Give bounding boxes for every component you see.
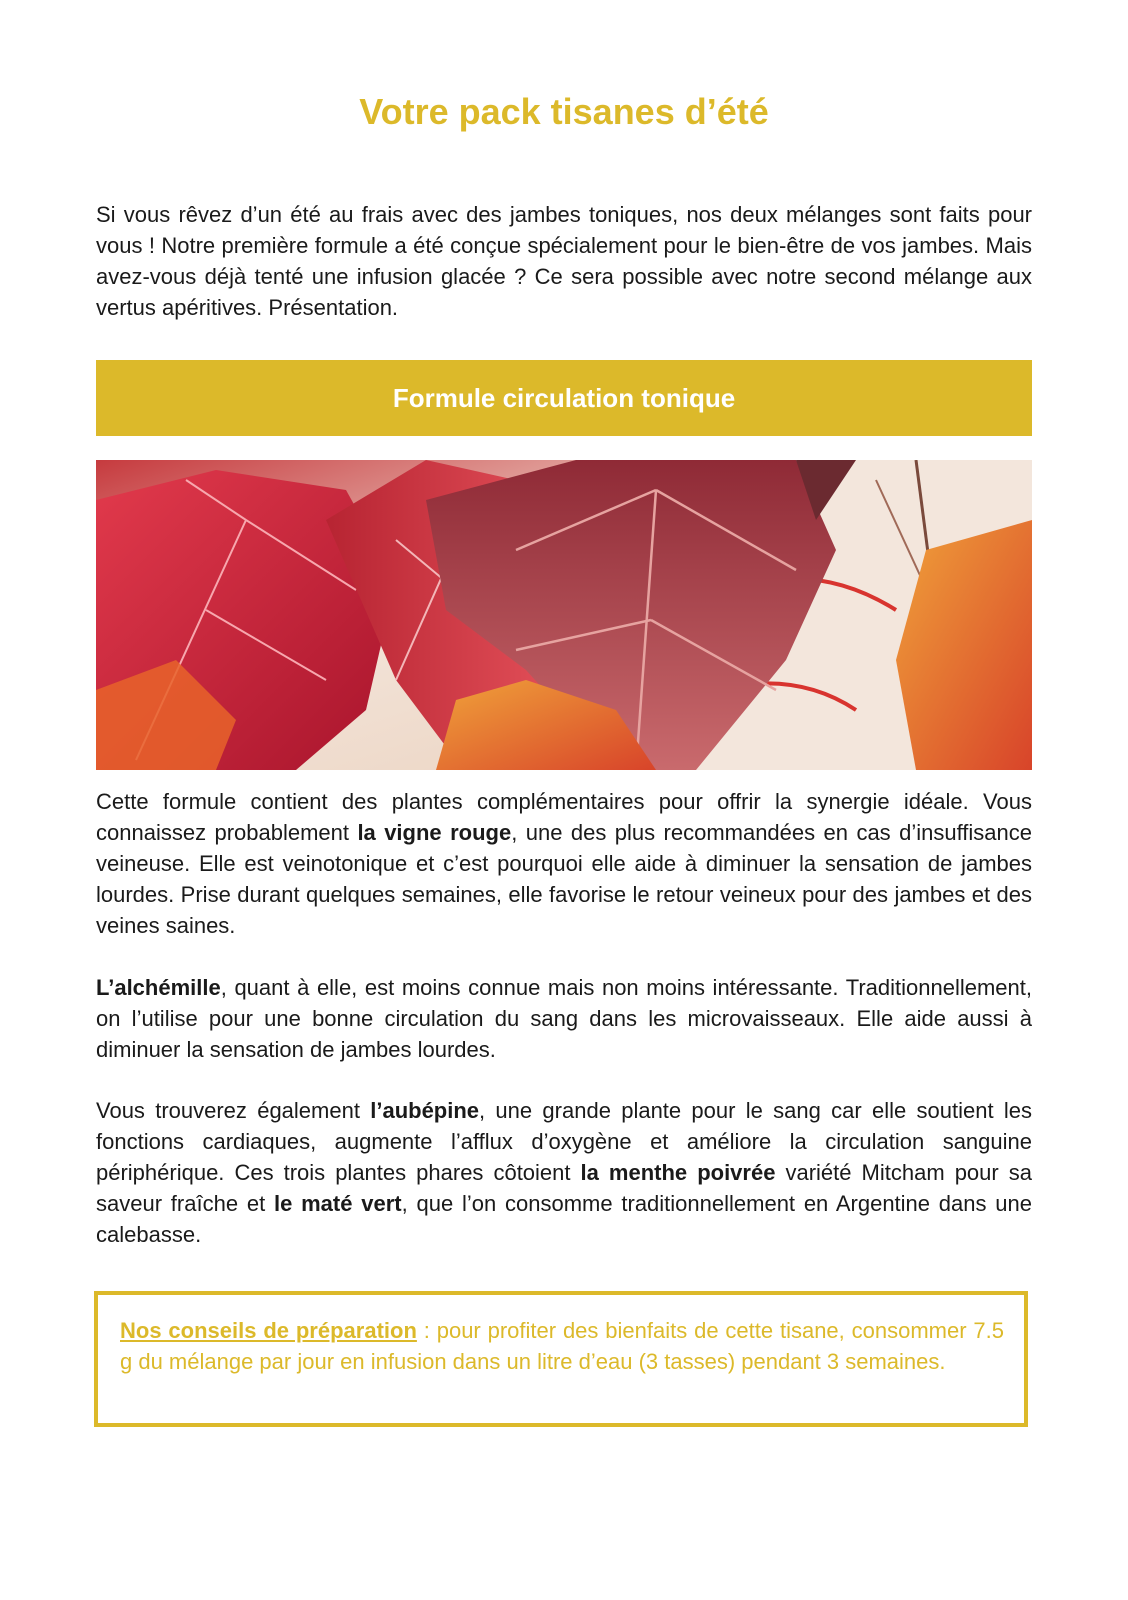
section-banner	[96, 360, 1032, 436]
paragraph-aubepine: Vous trouverez également l’aubépine, une grande plante pour le sang car elle soutient les fonctions cardiaques, augmente l’afflux d’oxygène et améliore la circulation sanguine périphérique. Ces trois plantes phares côtoient la menthe poivrée variété Mitcham pour sa saveur fraîche et le maté vert, que l’on consomme traditionnellement en Argentine dans une calebasse.	[96, 1098, 1032, 1247]
bold-alchemille: L’alchémille	[96, 975, 221, 1000]
red-vine-leaves-photo	[96, 460, 1032, 770]
bold-vigne-rouge: la vigne rouge	[357, 820, 512, 845]
page-title: Votre pack tisanes d’été	[359, 91, 769, 132]
preparation-tip-text: Nos conseils de préparation : pour profiter des bienfaits de cette tisane, consommer 7.5 g du mélange par jour en infusion dans un litre d’eau (3 tasses) pendant 3 semaines.	[120, 1318, 1005, 1374]
bold-menthe-poivree: la menthe poivrée	[580, 1160, 776, 1185]
bold-aubepine: l’aubépine	[370, 1098, 480, 1123]
bold-mate-vert: le maté vert	[273, 1191, 402, 1216]
section-heading: Formule circulation tonique	[392, 383, 736, 413]
intro-paragraph: Si vous rêvez d’un été au frais avec des jambes toniques, nos deux mélanges sont faits pour vous ! Notre première formule a été conçue spécialement pour le bien-être de vos jambes. Mais avez-vous déjà tenté une infusion glacée ? Ce sera possible avec notre second mélange aux vertus apéritives. Présentation.	[96, 202, 1032, 320]
paragraph-alchemille: L’alchémille, quant à elle, est moins connue mais non moins intéressante. Traditionnellement, on l’utilise pour une bonne circulation du sang dans les microvaisseaux. Elle aide aussi à diminuer la sensation de jambes lourdes.	[96, 975, 1032, 1062]
paragraph-vigne-rouge: Cette formule contient des plantes complémentaires pour offrir la synergie idéale. Vous connaissez probablement la vigne rouge, une des plus recommandées en cas d’insuffisance veineuse. Elle est veinotonique et c’est pourquoi elle aide à diminuer la sensation de jambes lourdes. Prise durant quelques semaines, elle favorise le retour veineux pour des jambes et des veines saines.	[96, 789, 1032, 938]
preparation-tip-box	[94, 1291, 1028, 1427]
preparation-tip-label: Nos conseils de préparation	[120, 1318, 417, 1343]
